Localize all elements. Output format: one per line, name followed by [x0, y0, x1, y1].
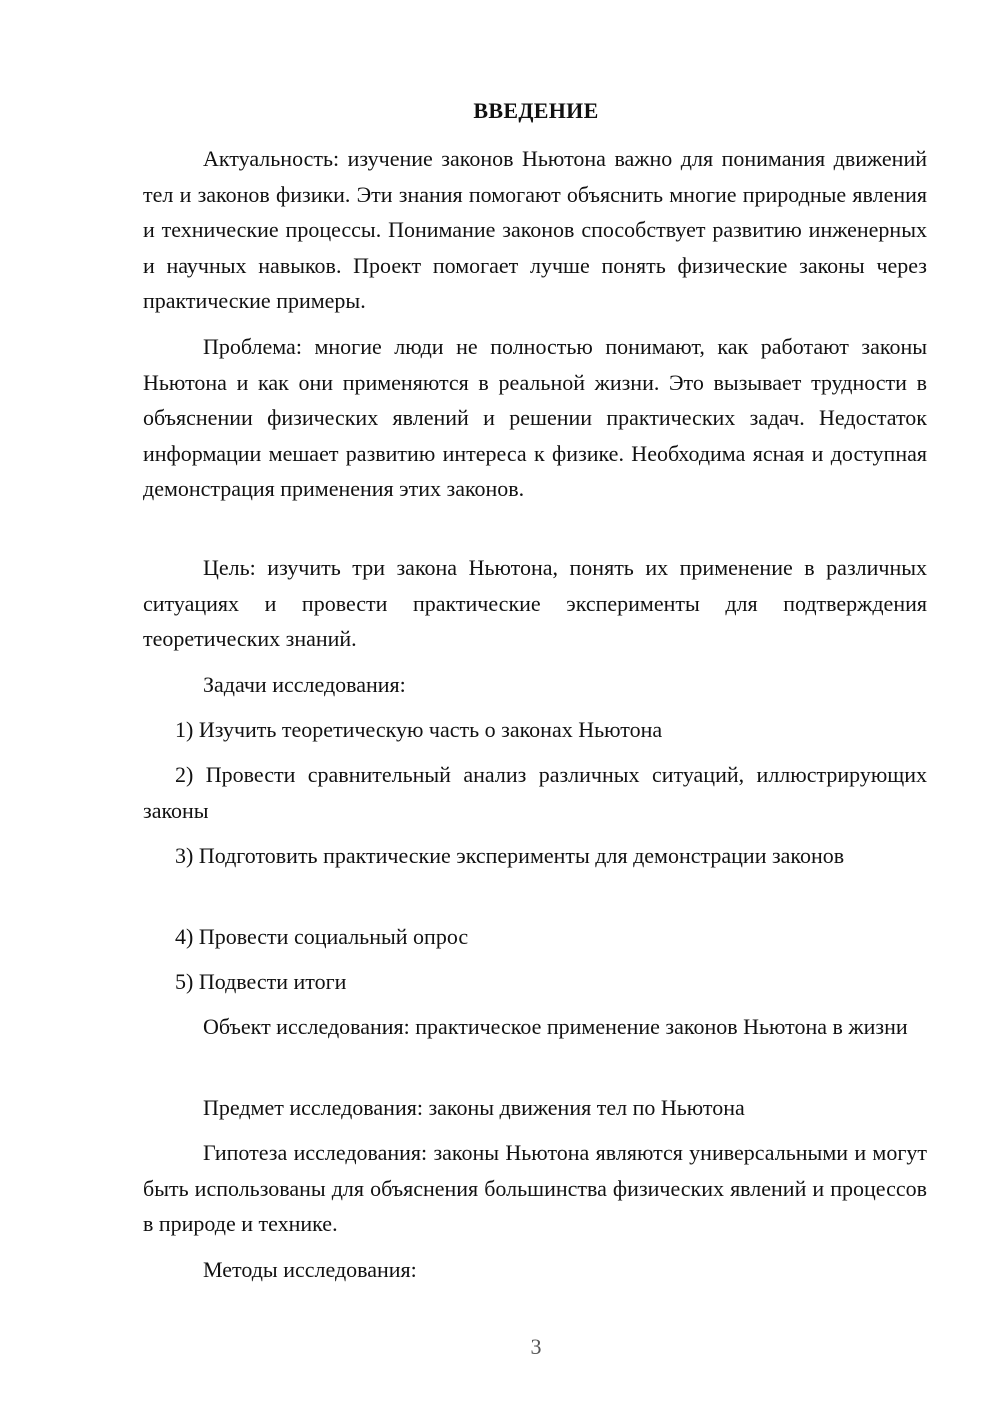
tasks-heading: Задачи исследования:	[203, 672, 406, 697]
paragraph-subject: Предмет исследования: законы движения тел по Ньютона	[203, 1095, 745, 1120]
methods-heading: Методы исследования:	[203, 1257, 417, 1282]
paragraph-object: Объект исследования: практическое применение законов Ньютона в жизни	[203, 1014, 908, 1039]
task-item-2: 2) Провести сравнительный анализ различных ситуаций, иллюстрирующих законы	[143, 762, 927, 823]
paragraph-relevance: Актуальность: изучение законов Ньютона важно для понимания движений тел и законов физики. Эти знания помогают объяснить многие природные явления и технические процессы. Понимание законов способствует развитию инженерных и научных навыков. Проект помогает лучше понять физические законы через практические примеры.	[143, 146, 927, 313]
paragraph-goal: Цель: изучить три закона Ньютона, понять их применение в различных ситуациях и провести практические эксперименты для подтверждения теоретических знаний.	[143, 555, 927, 651]
page-number: 3	[530, 1334, 542, 1359]
task-item-5: 5) Подвести итоги	[175, 969, 347, 994]
task-item-3: 3) Подготовить практические эксперименты для демонстрации законов	[175, 843, 845, 868]
task-item-4: 4) Провести социальный опрос	[175, 924, 469, 949]
page-title: ВВЕДЕНИЕ	[473, 98, 599, 123]
task-item-1: 1) Изучить теоретическую часть о законах Ньютона	[175, 717, 663, 742]
paragraph-hypothesis: Гипотеза исследования: законы Ньютона являются универсальными и могут быть использованы для объяснения большинства физических явлений и процессов в природе и технике.	[143, 1140, 927, 1236]
paragraph-problem: Проблема: многие люди не полностью понимают, как работают законы Ньютона и как они применяются в реальной жизни. Это вызывает трудности в объяснении физических явлений и решении практических задач. Недостаток информации мешает развитию интереса к физике. Необходима ясная и доступная демонстрация применения этих законов.	[143, 334, 927, 501]
